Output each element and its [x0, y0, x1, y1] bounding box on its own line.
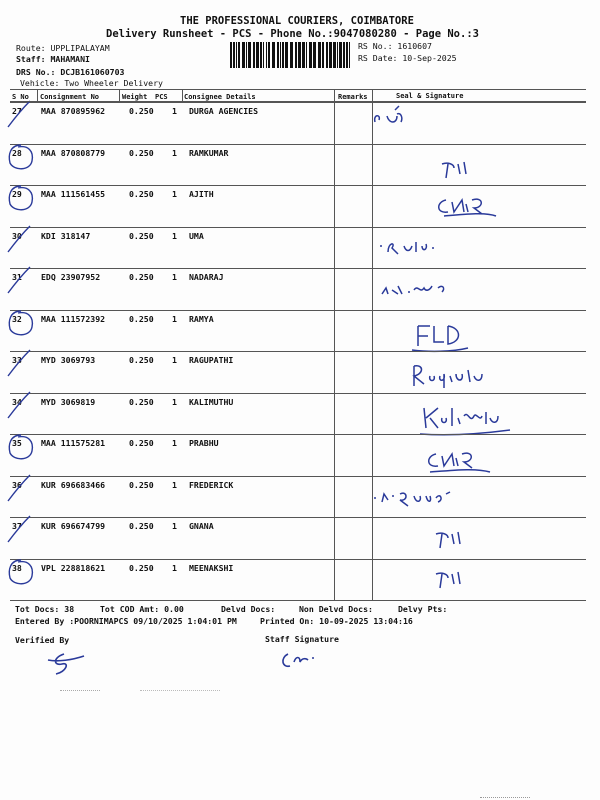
weight-value: 0.250 — [129, 562, 154, 573]
delivery-signature — [380, 278, 480, 312]
total-cod-amount: Tot COD Amt: 0.00 — [100, 604, 184, 614]
staff-signature-mark — [278, 646, 338, 676]
route-label: Route: UPPLIPALAYAM — [16, 43, 110, 53]
serial-check-mark — [6, 392, 36, 422]
barcode-bar — [230, 42, 232, 68]
delivered-docs: Delvd Docs: — [221, 604, 276, 614]
serial-check-mark — [6, 226, 36, 256]
serial-number: 32 — [12, 313, 22, 324]
serial-check-mark — [6, 558, 36, 588]
printed-on: Printed On: 10-09-2025 13:04:16 — [260, 616, 413, 626]
barcode-bar — [290, 42, 293, 68]
barcode-bar — [313, 42, 316, 68]
consignment-number: MYD 3069819 — [41, 396, 96, 407]
table-top-rule — [10, 89, 586, 90]
consignment-number: MAA 870808779 — [41, 147, 106, 158]
consignment-number: MYD 3069793 — [41, 355, 96, 365]
delivery-signature — [410, 362, 510, 396]
delivery-signature — [434, 528, 534, 562]
barcode-bar — [246, 42, 247, 68]
barcode-bar — [346, 42, 348, 68]
consignee-name: AJITH — [189, 189, 214, 199]
weight-value: 0.250 — [129, 313, 154, 324]
weight-value: 0.250 — [129, 355, 154, 365]
col-pcs: PCS — [155, 93, 168, 101]
barcode-bar — [295, 42, 297, 68]
barcode-bar — [236, 42, 237, 68]
col-consignee: Consignee Details — [184, 93, 256, 101]
barcode-bar — [253, 42, 255, 68]
scan-smudge — [140, 690, 220, 691]
col-remarks: Remarks — [338, 93, 368, 101]
row-divider — [10, 268, 586, 269]
serial-check-mark — [6, 516, 36, 546]
delivery-signature — [420, 404, 520, 438]
consignee-name: FREDERICK — [189, 479, 234, 490]
divider — [372, 89, 373, 601]
scan-smudge — [480, 797, 530, 798]
barcode-bar — [326, 42, 328, 68]
serial-check-mark — [6, 350, 36, 380]
scan-smudge — [60, 690, 100, 691]
staff-label: Staff: MAHAMANI — [16, 54, 90, 64]
col-weight: Weight — [122, 93, 148, 101]
barcode-bar — [309, 42, 312, 68]
consignee-name: RAMKUMAR — [189, 147, 229, 158]
consignment-number: EDQ 23907952 — [41, 272, 101, 282]
consignee-name: DURGA AGENCIES — [189, 106, 259, 116]
weight-value: 0.250 — [129, 230, 154, 241]
row-divider — [10, 559, 586, 560]
barcode-bar — [248, 42, 251, 68]
consignee-name: NADARAJ — [189, 272, 224, 282]
serial-check-mark — [6, 267, 36, 297]
consignment-number: VPL 228818621 — [41, 562, 106, 573]
weight-value: 0.250 — [129, 106, 154, 116]
barcode-bar — [272, 42, 275, 68]
pcs-value: 1 — [172, 189, 177, 199]
consignee-name: GNANA — [189, 521, 214, 531]
weight-value: 0.250 — [129, 189, 154, 199]
consignment-number: MAA 111561455 — [41, 189, 106, 199]
barcode-bar — [322, 42, 324, 68]
barcode-bar — [285, 42, 288, 68]
weight-value: 0.250 — [129, 479, 154, 490]
pcs-value: 1 — [172, 438, 177, 448]
weight-value: 0.250 — [129, 272, 154, 282]
barcode-bar — [266, 42, 267, 68]
serial-number: 31 — [12, 272, 22, 282]
pcs-value: 1 — [172, 562, 177, 573]
pcs-value: 1 — [172, 147, 177, 158]
serial-number: 38 — [12, 562, 22, 573]
pcs-value: 1 — [172, 272, 177, 282]
serial-number: 35 — [12, 438, 22, 448]
serial-number: 27 — [12, 106, 22, 116]
pcs-value: 1 — [172, 479, 177, 490]
consignee-name: UMA — [189, 230, 204, 241]
delivery-signature — [378, 236, 478, 270]
rs-number: RS No.: 1610607 — [358, 41, 432, 51]
consignee-name: PRABHU — [189, 438, 219, 448]
consignment-number: MAA 870895962 — [41, 106, 106, 116]
col-consignment: Consignment No — [40, 93, 100, 101]
barcode-bar — [282, 42, 284, 68]
serial-number: 37 — [12, 521, 22, 531]
non-delivered-docs: Non Delvd Docs: — [299, 604, 373, 614]
barcode-bar — [233, 42, 235, 68]
barcode-bar — [318, 42, 321, 68]
barcode-bar — [280, 42, 281, 68]
barcode-bar — [333, 42, 336, 68]
barcode-bar — [256, 42, 259, 68]
col-sno: S No — [12, 93, 29, 101]
barcode-bar — [263, 42, 264, 68]
barcode-bar — [298, 42, 301, 68]
pcs-value: 1 — [172, 521, 177, 531]
row-divider — [10, 310, 586, 311]
consignee-name: MEENAKSHI — [189, 562, 234, 573]
barcode-bar — [302, 42, 305, 68]
consignment-number: MAA 111575281 — [41, 438, 106, 448]
row-divider — [10, 434, 586, 435]
delivery-signature — [436, 192, 536, 226]
verified-by: Verified By — [15, 635, 70, 645]
weight-value: 0.250 — [129, 396, 154, 407]
serial-check-mark — [6, 433, 36, 463]
barcode-bar — [337, 42, 338, 68]
weight-value: 0.250 — [129, 521, 154, 531]
serial-check-mark — [6, 101, 36, 131]
vehicle-label: Vehicle: Two Wheeler Delivery — [20, 78, 163, 88]
consignee-name: KALIMUTHU — [189, 396, 234, 407]
serial-number: 36 — [12, 479, 22, 490]
barcode-image — [230, 42, 354, 68]
serial-number: 28 — [12, 147, 22, 158]
consignment-number: MAA 111572392 — [41, 313, 106, 324]
consignment-number: KDI 318147 — [41, 230, 91, 241]
serial-number: 30 — [12, 230, 22, 241]
row-divider — [10, 144, 586, 145]
row-divider — [10, 393, 586, 394]
barcode-bar — [238, 42, 240, 68]
serial-check-mark — [6, 309, 36, 339]
serial-number: 33 — [12, 355, 22, 365]
barcode-bar — [339, 42, 342, 68]
table-bottom-rule — [10, 600, 586, 601]
row-divider — [10, 102, 586, 103]
barcode-bar — [349, 42, 350, 68]
weight-value: 0.250 — [129, 147, 154, 158]
consignee-name: RAGUPATHI — [189, 355, 234, 365]
header-bottom-rule — [10, 101, 586, 102]
rs-date: RS Date: 10-Sep-2025 — [358, 53, 457, 63]
delivery-signature — [440, 158, 540, 192]
barcode-bar — [306, 42, 307, 68]
serial-check-mark — [6, 143, 36, 173]
barcode-bar — [329, 42, 332, 68]
consignee-name: RAMYA — [189, 313, 214, 324]
barcode-bar — [260, 42, 262, 68]
row-divider — [10, 185, 586, 186]
serial-number: 34 — [12, 396, 22, 407]
barcode-bar — [242, 42, 245, 68]
serial-check-mark — [6, 184, 36, 214]
col-seal-signature: Seal & Signature — [396, 92, 464, 100]
weight-value: 0.250 — [129, 438, 154, 448]
pcs-value: 1 — [172, 396, 177, 407]
entered-by: Entered By :POORNIMAPCS 09/10/2025 1:04:01 PM — [15, 616, 237, 626]
runsheet-title: Delivery Runsheet - PCS - Phone No.:9047080280 - Page No.:3 — [106, 28, 479, 40]
company-name: THE PROFESSIONAL COURIERS, COIMBATORE — [180, 15, 414, 27]
pcs-value: 1 — [172, 355, 177, 365]
row-divider — [10, 351, 586, 352]
barcode-bar — [268, 42, 270, 68]
row-divider — [10, 227, 586, 228]
delivery-points: Delvy Pts: — [398, 604, 448, 614]
row-divider — [10, 476, 586, 477]
delivery-signature — [434, 568, 534, 602]
delivery-signature — [375, 110, 475, 144]
serial-number: 29 — [12, 189, 22, 199]
verified-signature — [44, 648, 104, 678]
pcs-value: 1 — [172, 106, 177, 116]
consignment-number: KUR 696674799 — [41, 521, 106, 531]
barcode-bar — [277, 42, 279, 68]
pcs-value: 1 — [172, 313, 177, 324]
staff-signature-label: Staff Signature — [265, 634, 339, 644]
total-docs: Tot Docs: 38 — [15, 604, 75, 614]
consignment-number: KUR 696683466 — [41, 479, 106, 490]
delivery-signature — [372, 486, 472, 520]
barcode-bar — [343, 42, 345, 68]
serial-check-mark — [6, 475, 36, 505]
row-divider — [10, 517, 586, 518]
drs-number: DRS No.: DCJB161060703 — [16, 67, 125, 77]
divider — [334, 89, 335, 601]
pcs-value: 1 — [172, 230, 177, 241]
